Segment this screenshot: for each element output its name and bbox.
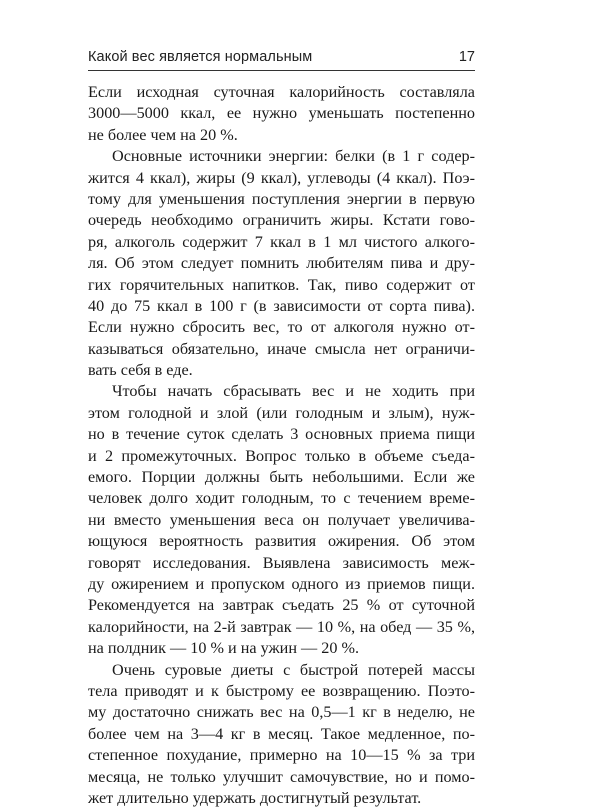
text-line: Рекомендуется на завтрак съедать 25 % от суточной xyxy=(88,596,475,615)
text-line: калорийности, на 2-й завтрак — 10 %, на обед — 35 %, xyxy=(88,617,475,636)
text-line: человек долго ходит голодным, то с течением време- xyxy=(88,489,475,508)
running-header xyxy=(88,47,475,69)
paragraph xyxy=(88,660,475,809)
text-line: ду ожирением и пропуском одного из приемов пищи. xyxy=(88,574,475,593)
text-line: Очень суровые диеты с быстрой потерей массы xyxy=(112,660,475,679)
text-line: гих горячительных напитков. Так, пиво содержит от xyxy=(88,275,475,294)
text-line: месяца, не только улучшит самочувствие, но и помо- xyxy=(88,767,475,786)
paragraph xyxy=(88,381,475,659)
text-line: ря, алкоголь содержит 7 ккал в 1 мл чистого алкого- xyxy=(88,232,475,251)
text-line: Основные источники энергии: белки (в 1 г содер- xyxy=(112,147,475,166)
running-header-title: Какой вес является нормальным xyxy=(88,49,313,65)
text-line: тому для уменьшения поступления энергии в первую xyxy=(88,189,475,208)
text-line: жет длительно удержать достигнутый результат. xyxy=(88,788,422,807)
text-line: более чем на 3—4 кг в месяц. Такое медленное, по- xyxy=(88,724,475,743)
text-line: но в течение суток сделать 3 основных приема пищи xyxy=(88,425,475,444)
text-line: емого. Порции должны быть небольшими. Если же xyxy=(88,468,475,487)
text-line: ля. Об этом следует помнить любителям пива и дру- xyxy=(88,254,475,273)
text-line: не более чем на 20 %. xyxy=(88,125,238,144)
text-line: ни вместо уменьшения веса он получает увеличива- xyxy=(88,510,475,529)
text-line: ющуюся вероятность развития ожирения. Об этом xyxy=(88,532,475,551)
text-line: Если нужно сбросить вес, то от алкоголя нужно от- xyxy=(88,318,475,337)
text-line: казываться обязательно, иначе смысла нет ограничи- xyxy=(88,339,475,358)
text-line: степенное похудание, примерно на 10—15 % за три xyxy=(88,746,475,765)
text-line: очередь необходимо ограничить жиры. Кстати гово- xyxy=(88,211,475,230)
text-line: Чтобы начать сбрасывать вес и не ходить при xyxy=(112,382,475,401)
text-line: на полдник — 10 % и на ужин — 20 %. xyxy=(88,639,360,658)
paragraph xyxy=(88,146,475,381)
page-number: 17 xyxy=(458,49,475,65)
text-line: Если исходная суточная калорийность составляла xyxy=(88,83,475,101)
text-line: жится 4 ккал), жиры (9 ккал), углеводы (4 ккал). Поэ- xyxy=(88,168,475,187)
text-line: говорят исследования. Выявлена зависимость меж- xyxy=(88,553,475,572)
text-line: 40 до 75 ккал в 100 г (в зависимости от сорта пива). xyxy=(88,296,475,315)
body-text xyxy=(88,82,475,809)
header-rule xyxy=(88,70,475,71)
text-line: 3000—5000 ккал, ее нужно уменьшать постепенно xyxy=(88,104,475,123)
paragraph xyxy=(88,82,475,146)
text-line: и 2 промежуточных. Вопрос только в объеме съеда- xyxy=(88,446,475,465)
text-line: тела приводят и к быстрому ее возвращению. Поэто- xyxy=(88,681,475,700)
text-line: му достаточно снижать вес на 0,5—1 кг в неделю, не xyxy=(88,703,475,722)
text-line: этом голодной и злой (или голодным и злым), нуж- xyxy=(88,403,475,422)
text-line: вать себя в еде. xyxy=(88,361,193,380)
